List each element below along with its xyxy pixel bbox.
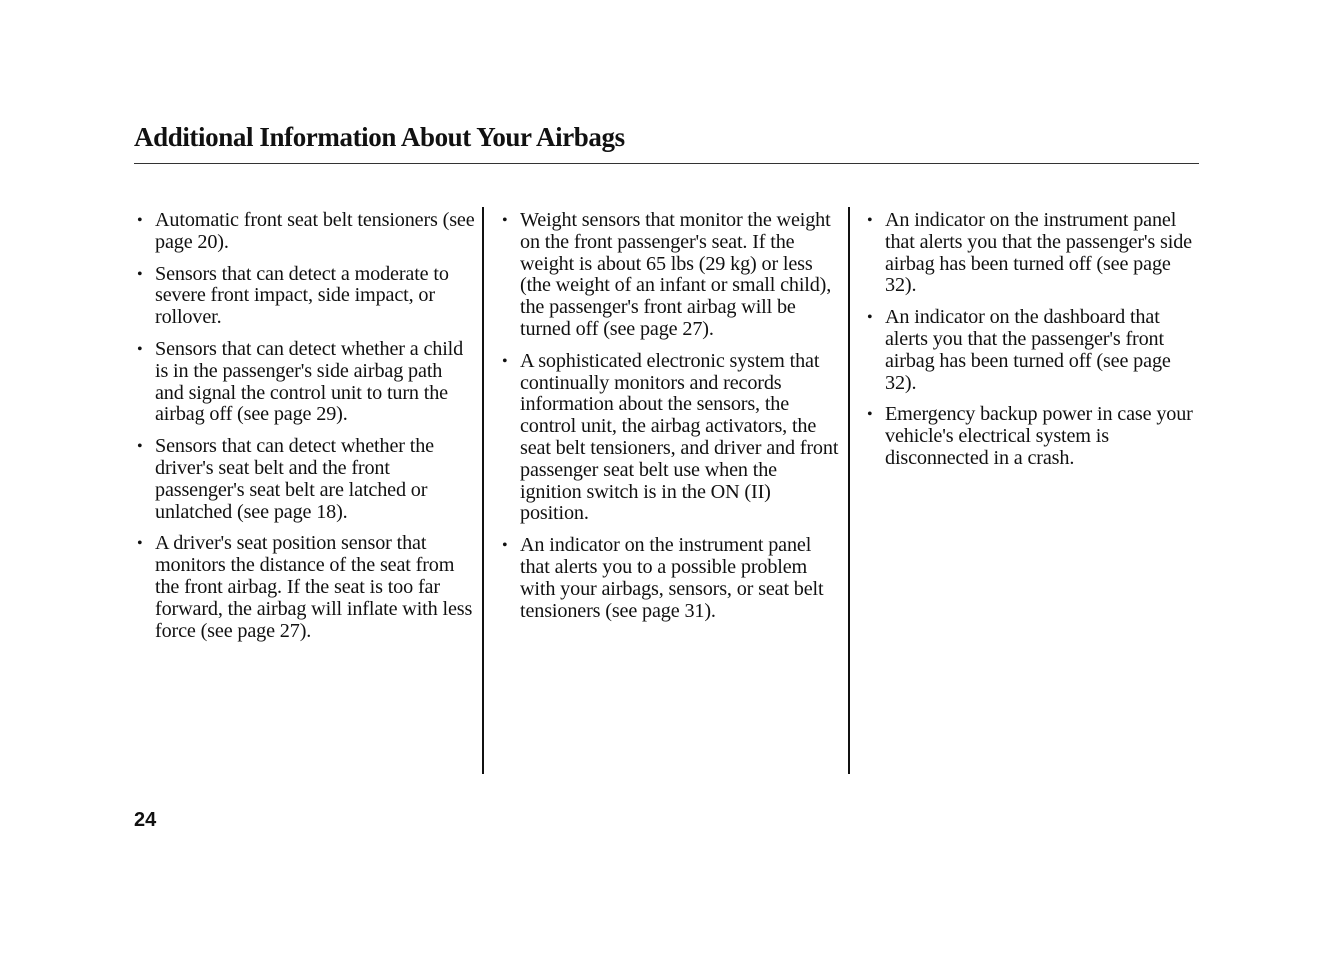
column-divider xyxy=(482,207,484,774)
title-rule xyxy=(134,163,1199,164)
bullet-icon: • xyxy=(137,340,143,358)
bullet-icon: • xyxy=(502,537,508,555)
bullet-icon: • xyxy=(867,212,873,229)
page-title: Additional Information About Your Airbags xyxy=(134,122,625,152)
list-item-text: Emergency backup power in case your vehicle's electrical system is disconnected in a crash. xyxy=(885,403,1193,469)
list-item-text: Sensors that can detect a moderate to severe front impact, side impact, or rollover. xyxy=(155,262,449,329)
list-item-text: A sophisticated electronic system that continually monitors and records information about the sensors, the control unit, the airbag activators, the seat belt tensioners, and driver and front passenger seat belt use when the ignition switch is in the ON (II) position. xyxy=(520,349,839,525)
list-item xyxy=(500,351,840,525)
bullet-icon: • xyxy=(137,438,143,456)
list-item xyxy=(135,533,475,642)
list-item-text: Automatic front seat belt tensioners (see page 20). xyxy=(155,209,475,253)
bullet-list-3 xyxy=(865,210,1205,470)
bullet-icon: • xyxy=(137,535,143,553)
list-item-text: An indicator on the instrument panel that alerts you that the passenger's side airbag has been turned off (see page 32). xyxy=(885,209,1192,297)
list-item-text: A driver's seat position sensor that monitors the distance of the seat from the front airbag. If the seat is too far forward, the airbag will inflate with less force (see page 27). xyxy=(155,532,473,642)
column-1 xyxy=(135,210,475,652)
bullet-icon: • xyxy=(867,406,873,424)
list-item xyxy=(865,307,1205,394)
bullet-icon: • xyxy=(502,212,508,229)
column-divider xyxy=(848,207,850,774)
bullet-icon: • xyxy=(502,352,508,370)
list-item xyxy=(135,436,475,523)
list-item xyxy=(865,404,1205,469)
list-item xyxy=(135,210,475,254)
column-3 xyxy=(865,210,1205,480)
list-item xyxy=(500,535,840,622)
list-item-text: An indicator on the instrument panel that alerts you to a possible problem with your airbags, sensors, or seat belt tensioners (see page 31). xyxy=(520,534,824,622)
bullet-icon: • xyxy=(137,265,143,283)
list-item xyxy=(865,210,1205,297)
list-item-text: An indicator on the dashboard that alerts you that the passenger's front airbag has been turned off (see page 32). xyxy=(885,306,1171,394)
bullet-icon: • xyxy=(137,212,143,229)
list-item xyxy=(500,210,840,341)
list-item-text: Sensors that can detect whether a child is in the passenger's side airbag path and signal the control unit to turn the airbag off (see page 29). xyxy=(155,337,464,426)
bullet-icon: • xyxy=(867,309,873,327)
list-item xyxy=(135,339,475,426)
list-item-text: Weight sensors that monitor the weight on the front passenger's seat. If the weight is about 65 lbs (29 kg) or less (the weight of an infant or small child), the passenger's front airbag will be turned off (see page 27). xyxy=(520,209,832,340)
column-2 xyxy=(500,210,840,632)
bullet-list-2 xyxy=(500,210,840,622)
page-number: 24 xyxy=(134,809,157,831)
list-item-text: Sensors that can detect whether the driver's seat belt and the front passenger's seat belt are latched or unlatched (see page 18). xyxy=(155,435,434,523)
list-item xyxy=(135,264,475,329)
bullet-list-1 xyxy=(135,210,475,642)
